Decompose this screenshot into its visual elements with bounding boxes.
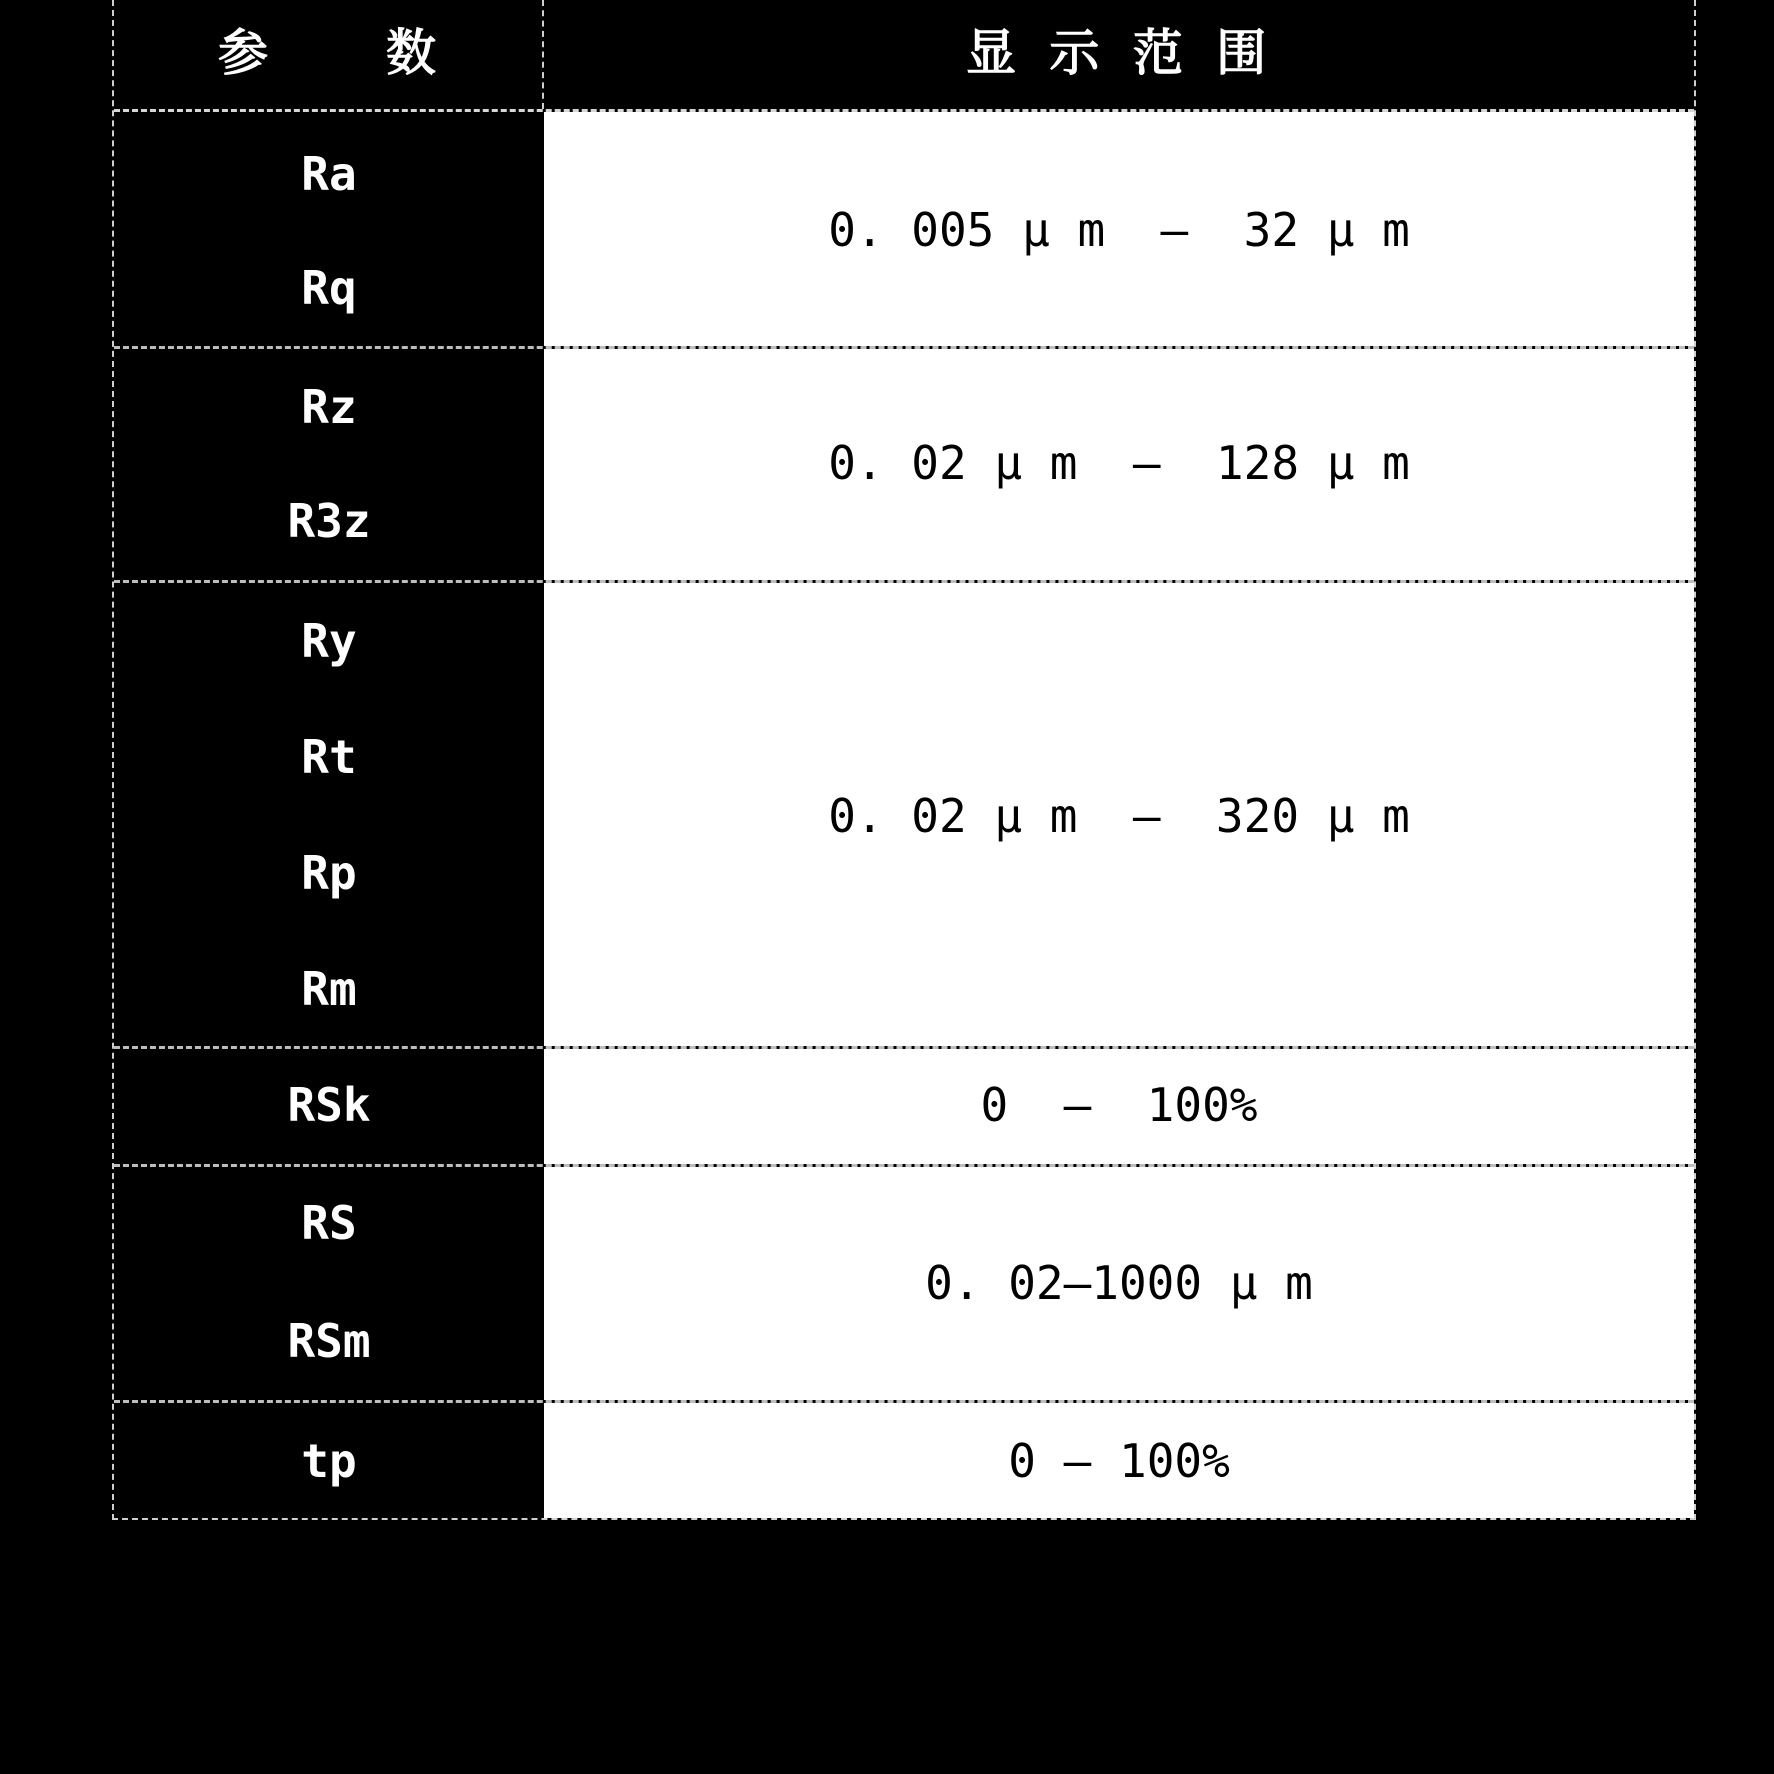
param-cell: [114, 583, 544, 1046]
param-label: tp: [301, 1434, 357, 1488]
range-value: 0 – 100%: [980, 1078, 1258, 1132]
table-row: [114, 1400, 1694, 1518]
range-value: 0. 02–1000 µ m: [925, 1256, 1313, 1310]
param-cell: [114, 1403, 544, 1518]
param-label: RSm: [287, 1314, 371, 1368]
param-label: Rq: [301, 261, 357, 315]
param-label: Rt: [301, 730, 357, 784]
table-row: [114, 346, 1694, 580]
header-param-cell: [114, 0, 544, 109]
range-cell: [544, 349, 1694, 580]
range-cell: [544, 1049, 1694, 1164]
range-cell: [544, 112, 1694, 346]
parameter-range-table: [112, 0, 1696, 1520]
table-row: [114, 1164, 1694, 1400]
param-cell: [114, 1049, 544, 1164]
range-value: 0. 005 µ m – 32 µ m: [828, 203, 1410, 257]
range-cell: [544, 1167, 1694, 1400]
header-range-title: 显 示 范 围: [966, 24, 1273, 82]
param-label: RS: [301, 1196, 357, 1250]
header-param-char-1: 参: [218, 24, 268, 82]
param-label: Ry: [301, 614, 357, 668]
table-row: [114, 1046, 1694, 1164]
param-cell: [114, 112, 544, 346]
range-cell: [544, 583, 1694, 1046]
table-row: [114, 580, 1694, 1046]
range-value: 0. 02 µ m – 320 µ m: [828, 789, 1410, 843]
param-cell: [114, 1167, 544, 1400]
param-label: Ra: [301, 147, 357, 201]
param-cell: [114, 349, 544, 580]
param-label: Rp: [301, 846, 357, 900]
table-row: [114, 112, 1694, 346]
range-value: 0 – 100%: [1008, 1434, 1230, 1488]
param-label: Rm: [301, 962, 357, 1016]
header-range-cell: [544, 0, 1694, 109]
param-label: Rz: [301, 380, 357, 434]
range-cell: [544, 1403, 1694, 1518]
param-label: R3z: [287, 494, 371, 548]
table-header: [114, 0, 1694, 112]
param-label: RSk: [287, 1078, 371, 1132]
range-value: 0. 02 µ m – 128 µ m: [828, 436, 1410, 490]
header-param-char-2: 数: [386, 24, 436, 82]
